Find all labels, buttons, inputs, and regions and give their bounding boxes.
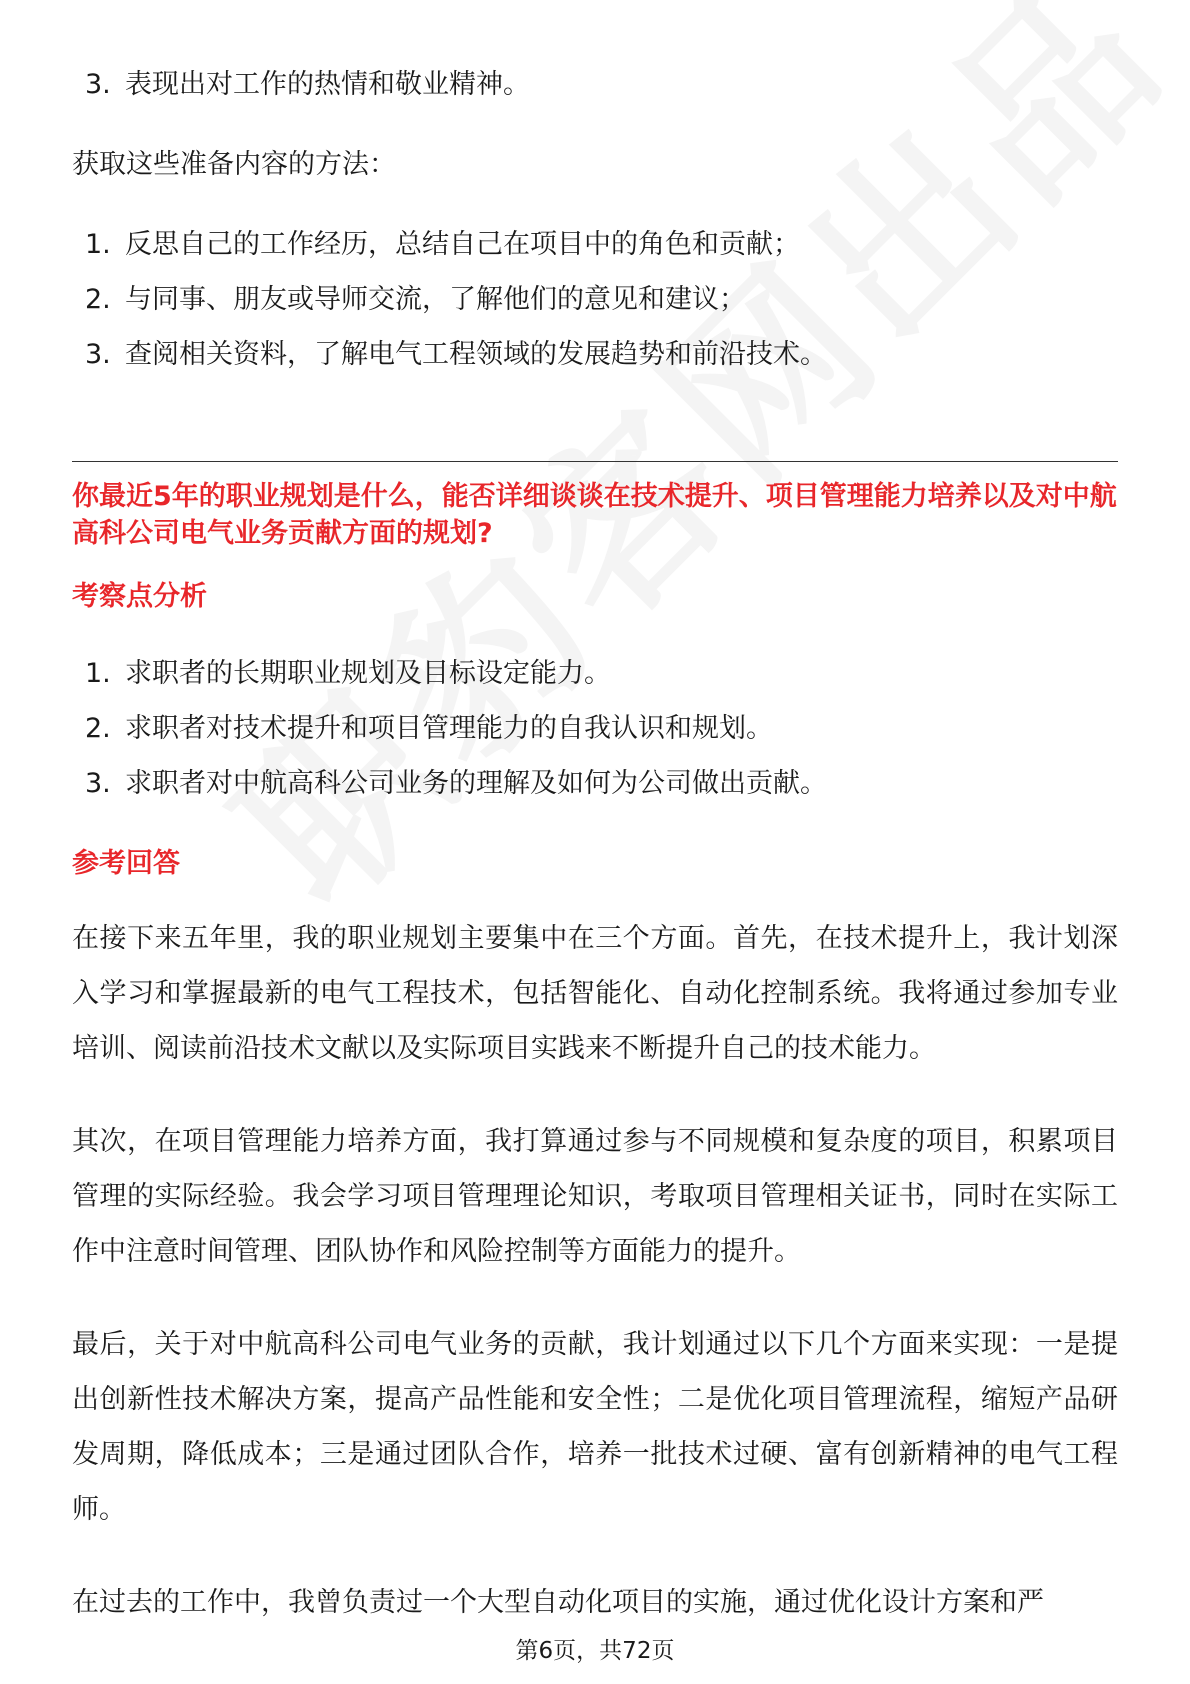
- analysis-item-2: [85, 711, 773, 747]
- answer-heading: 参考回答: [72, 848, 180, 879]
- methods-heading: 获取这些准备内容的方法：: [72, 149, 396, 180]
- list-number: 3.: [85, 339, 111, 370]
- method-item-2: [85, 282, 746, 318]
- answer-paragraph: 在过去的工作中，我曾负责过一个大型自动化项目的实施，通过优化设计方案和严: [72, 1587, 1044, 1618]
- list-number: 1.: [85, 658, 111, 689]
- page-number: 第6页，共72页: [515, 1638, 675, 1664]
- analysis-item-3: [85, 766, 827, 802]
- list-number: 3.: [85, 69, 111, 100]
- interview-question: 你最近5年的职业规划是什么，能否详细谈谈在技术提升、项目管理能力培养以及对中航高科公司电气业务贡献方面的规划?: [72, 481, 1117, 549]
- prep-list-item-3: [85, 67, 530, 103]
- method-item-3: [85, 337, 827, 373]
- list-number: 3.: [85, 768, 111, 799]
- list-number: 2.: [85, 284, 111, 315]
- method-item-1: [85, 227, 800, 263]
- list-text: 求职者对中航高科公司业务的理解及如何为公司做出贡献。: [125, 768, 827, 799]
- section-divider: [72, 461, 1118, 462]
- list-text: 查阅相关资料，了解电气工程领域的发展趋势和前沿技术。: [125, 339, 827, 370]
- list-number: 2.: [85, 713, 111, 744]
- list-text: 与同事、朋友或导师交流，了解他们的意见和建议；: [125, 284, 746, 315]
- answer-paragraph: 在接下来五年里，我的职业规划主要集中在三个方面。首先，在技术提升上，我计划深入学习和掌握最新的电气工程技术，包括智能化、自动化控制系统。我将通过参加专业培训、阅读前沿技术文献以及实际项目实践来不断提升自己的技术能力。: [72, 923, 1118, 1064]
- answer-paragraph: 其次，在项目管理能力培养方面，我打算通过参与不同规模和复杂度的项目，积累项目管理的实际经验。我会学习项目管理理论知识，考取项目管理相关证书，同时在实际工作中注意时间管理、团队协作和风险控制等方面能力的提升。: [72, 1126, 1118, 1267]
- watermark: [170, 0, 1190, 953]
- list-text: 求职者的长期职业规划及目标设定能力。: [125, 658, 611, 689]
- list-text: 求职者对技术提升和项目管理能力的自我认识和规划。: [125, 713, 773, 744]
- answer-paragraph: 最后，关于对中航高科公司电气业务的贡献，我计划通过以下几个方面来实现：一是提出创新性技术解决方案，提高产品性能和安全性；二是优化项目管理流程，缩短产品研发周期，降低成本；三是通过团队合作，培养一批技术过硬、富有创新精神的电气工程师。: [72, 1329, 1118, 1525]
- list-text: 反思自己的工作经历，总结自己在项目中的角色和贡献；: [125, 229, 800, 260]
- analysis-heading: 考察点分析: [72, 581, 207, 612]
- analysis-item-1: [85, 656, 611, 692]
- list-number: 1.: [85, 229, 111, 260]
- list-text: 表现出对工作的热情和敬业精神。: [125, 69, 530, 100]
